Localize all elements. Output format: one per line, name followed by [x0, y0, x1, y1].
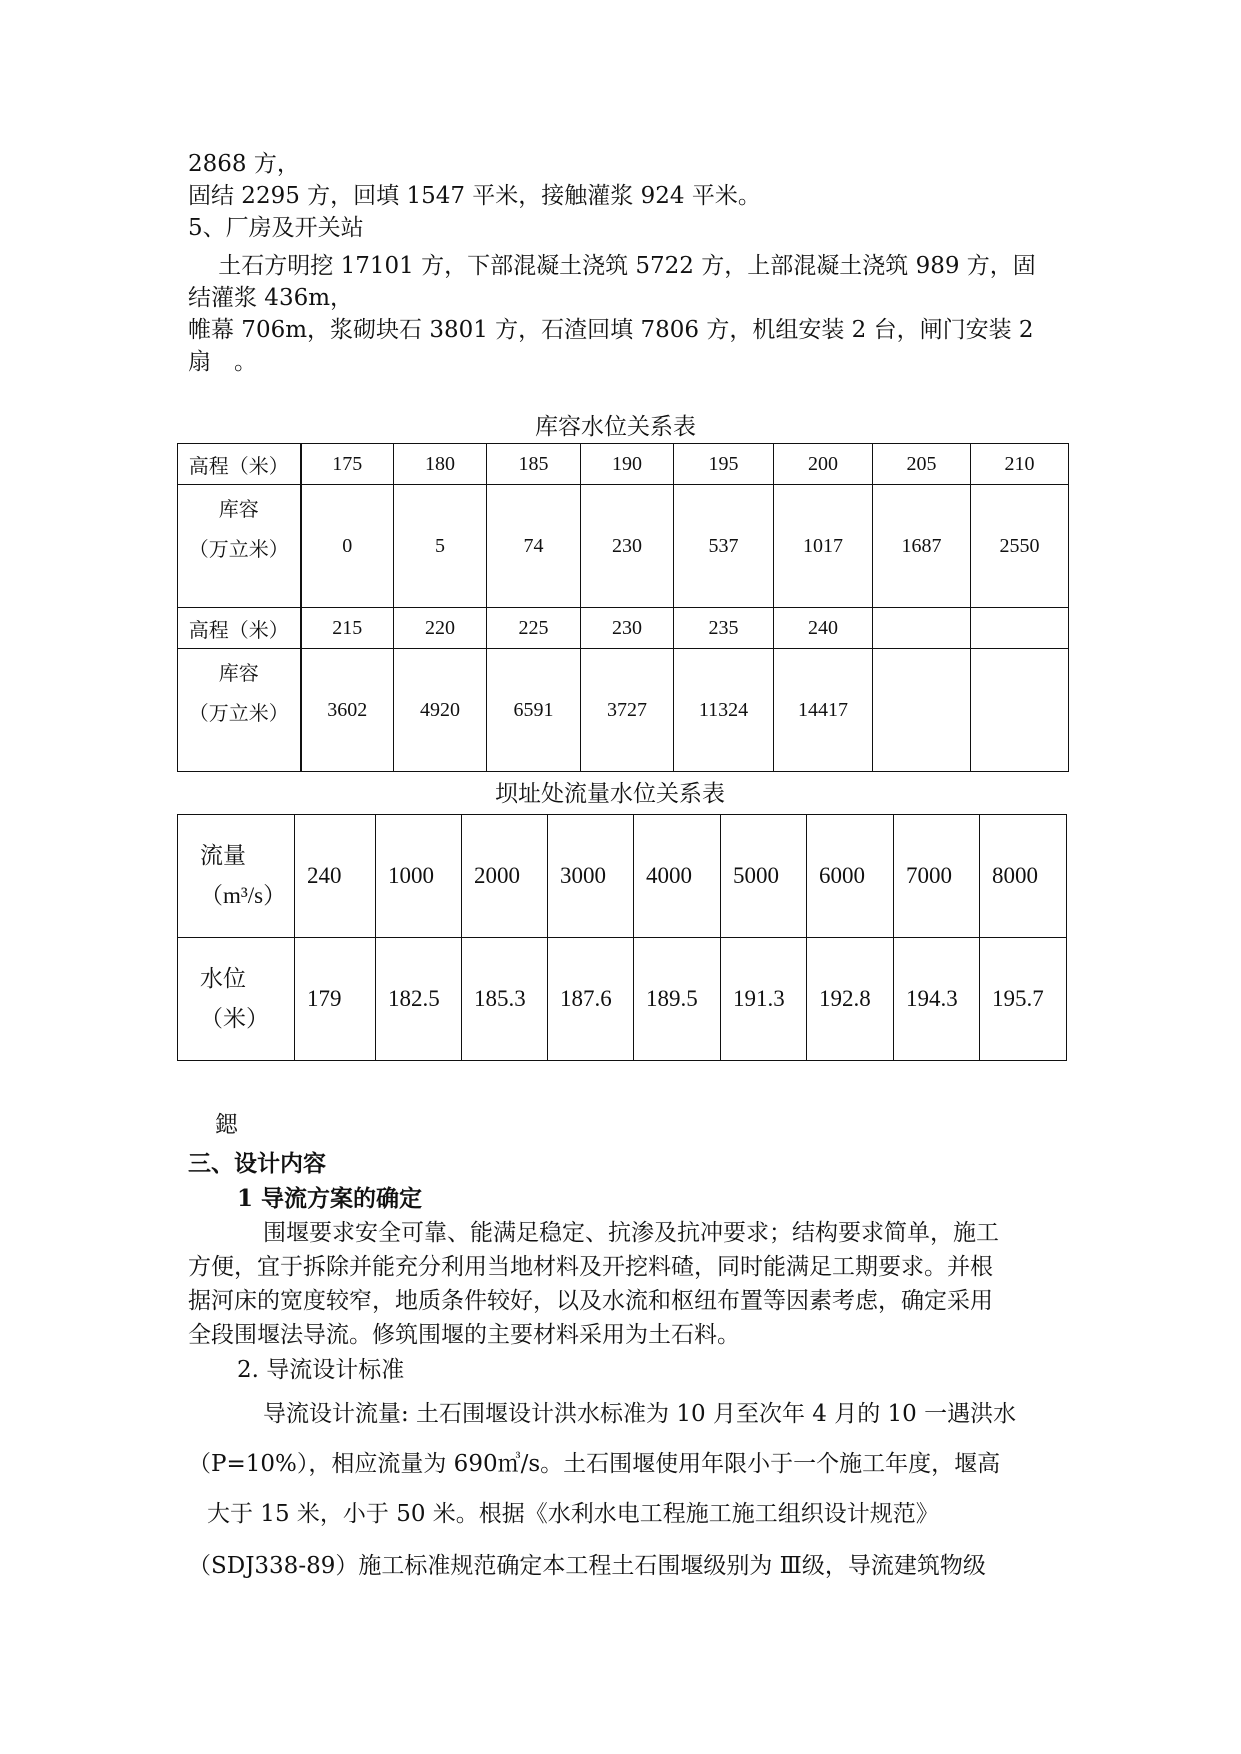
subsection-1-heading: 1 导流方案的确定 — [237, 1185, 423, 1212]
table-cell: 11324 — [674, 649, 774, 772]
table-cell: 5000 — [721, 815, 807, 938]
table1-cap-row-2 — [178, 649, 1069, 772]
elev-label: 高程（米） — [178, 608, 301, 649]
table-cell: 74 — [487, 485, 581, 608]
table1-elev-row-1 — [178, 444, 1069, 485]
section-heading: 三、设计内容 — [188, 1150, 326, 1177]
table-cell: 0 — [301, 485, 394, 608]
table-cell: 230 — [581, 608, 674, 649]
table-cell: 179 — [295, 938, 376, 1061]
capacity-label-line2: （万立米） — [188, 701, 289, 725]
capacity-label-line1: 库容 — [218, 497, 259, 521]
table-cell: 187.6 — [548, 938, 634, 1061]
table-cell: 185 — [487, 444, 581, 485]
capacity-label-line2: （万立米） — [188, 537, 289, 561]
table-cell: 191.3 — [721, 938, 807, 1061]
table-cell — [873, 649, 971, 772]
table-cell: 537 — [674, 485, 774, 608]
intro-line-1: 2868 方， — [188, 151, 300, 177]
table-cell: 175 — [301, 444, 394, 485]
table-cell: 235 — [674, 608, 774, 649]
table-cell: 180 — [394, 444, 487, 485]
table-cell: 1687 — [873, 485, 971, 608]
capacity-label-line1: 库容 — [218, 661, 259, 685]
table-cell: 14417 — [774, 649, 873, 772]
table-cell — [971, 649, 1069, 772]
sub2-line-2: （P=10%），相应流量为 690㎥/s。土石围堰使用年限小于一个施工年度，堰高 — [188, 1451, 1001, 1477]
capacity-label — [178, 485, 301, 608]
table2-caption: 坝址处流量水位关系表 — [495, 781, 725, 807]
table-cell: 210 — [971, 444, 1069, 485]
table-cell: 3602 — [301, 649, 394, 772]
elev-label: 高程（米） — [178, 444, 301, 485]
level-label-line1: 水位 — [200, 966, 246, 992]
table-cell: 182.5 — [376, 938, 462, 1061]
table-cell: 195.7 — [980, 938, 1067, 1061]
sub1-line-4: 全段围堰法导流。修筑围堰的主要材料采用为土石料。 — [188, 1322, 740, 1348]
flow-label-line2: （m³/s） — [200, 883, 287, 908]
table-cell: 240 — [295, 815, 376, 938]
table-cell: 4920 — [394, 649, 487, 772]
table-cell: 6000 — [807, 815, 894, 938]
level-label — [178, 938, 295, 1061]
storage-level-table — [177, 443, 1069, 772]
table-cell — [873, 608, 971, 649]
capacity-label — [178, 649, 301, 772]
table1-elev-row-2 — [178, 608, 1069, 649]
table-cell: 230 — [581, 485, 674, 608]
table-cell: 5 — [394, 485, 487, 608]
table-cell: 2550 — [971, 485, 1069, 608]
table-cell: 1017 — [774, 485, 873, 608]
sub1-line-1: 围堰要求安全可靠、能满足稳定、抗渗及抗冲要求；结构要求简单，施工 — [263, 1220, 999, 1246]
table-cell: 190 — [581, 444, 674, 485]
stray-character: 鍶 — [215, 1112, 238, 1138]
subsection-2-heading: 2. 导流设计标准 — [237, 1357, 405, 1383]
table-cell: 8000 — [980, 815, 1067, 938]
sub1-line-3: 据河床的宽度较窄，地质条件较好，以及水流和枢纽布置等因素考虑，确定采用 — [188, 1288, 993, 1314]
table-cell — [971, 608, 1069, 649]
sub2-line-1: 导流设计流量: 土石围堰设计洪水标准为 10 月至次年 4 月的 10 一遇洪水 — [263, 1401, 1017, 1427]
sub2-line-4: （SDJ338-89）施工标准规范确定本工程土石围堰级别为 Ⅲ级，导流建筑物级 — [188, 1553, 986, 1579]
table-cell: 200 — [774, 444, 873, 485]
sub2-line-3: 大于 15 米，小于 50 米。根据《水利水电工程施工施工组织设计规范》 — [207, 1501, 939, 1527]
table-cell: 192.8 — [807, 938, 894, 1061]
intro-line-6: 帷幕 706m，浆砌块石 3801 方，石渣回填 7806 方，机组安装 2 台，闸门安装 2 — [188, 317, 1034, 343]
sub1-line-2: 方便，宜于拆除并能充分利用当地材料及开挖料碴，同时能满足工期要求。并根 — [188, 1254, 993, 1280]
level-row — [178, 938, 1067, 1061]
table-cell: 185.3 — [462, 938, 548, 1061]
flow-label — [178, 815, 295, 938]
table-cell: 6591 — [487, 649, 581, 772]
flow-row — [178, 815, 1067, 938]
table-cell: 194.3 — [894, 938, 980, 1061]
intro-line-7: 扇 。 — [188, 349, 257, 375]
table-cell: 225 — [487, 608, 581, 649]
table1-cap-row-1 — [178, 485, 1069, 608]
table1-caption: 库容水位关系表 — [535, 414, 696, 440]
level-label-line2: （米） — [200, 1006, 269, 1032]
table-cell: 189.5 — [634, 938, 721, 1061]
table-cell: 240 — [774, 608, 873, 649]
intro-line-2: 固结 2295 方，回填 1547 平米，接触灌浆 924 平米。 — [188, 183, 761, 209]
table-cell: 4000 — [634, 815, 721, 938]
intro-line-4: 土石方明挖 17101 方，下部混凝土浇筑 5722 方，上部混凝土浇筑 989 方，固 — [188, 253, 1036, 279]
table-cell: 195 — [674, 444, 774, 485]
table-cell: 3000 — [548, 815, 634, 938]
table-cell: 205 — [873, 444, 971, 485]
table-cell: 1000 — [376, 815, 462, 938]
flow-label-line1: 流量 — [200, 843, 246, 869]
intro-line-5: 结灌浆 436m， — [188, 285, 354, 311]
flow-level-table — [177, 814, 1067, 1061]
intro-line-3: 5、厂房及开关站 — [188, 215, 364, 241]
table-cell: 2000 — [462, 815, 548, 938]
table-cell: 220 — [394, 608, 487, 649]
table-cell: 215 — [301, 608, 394, 649]
table-cell: 7000 — [894, 815, 980, 938]
table-cell: 3727 — [581, 649, 674, 772]
